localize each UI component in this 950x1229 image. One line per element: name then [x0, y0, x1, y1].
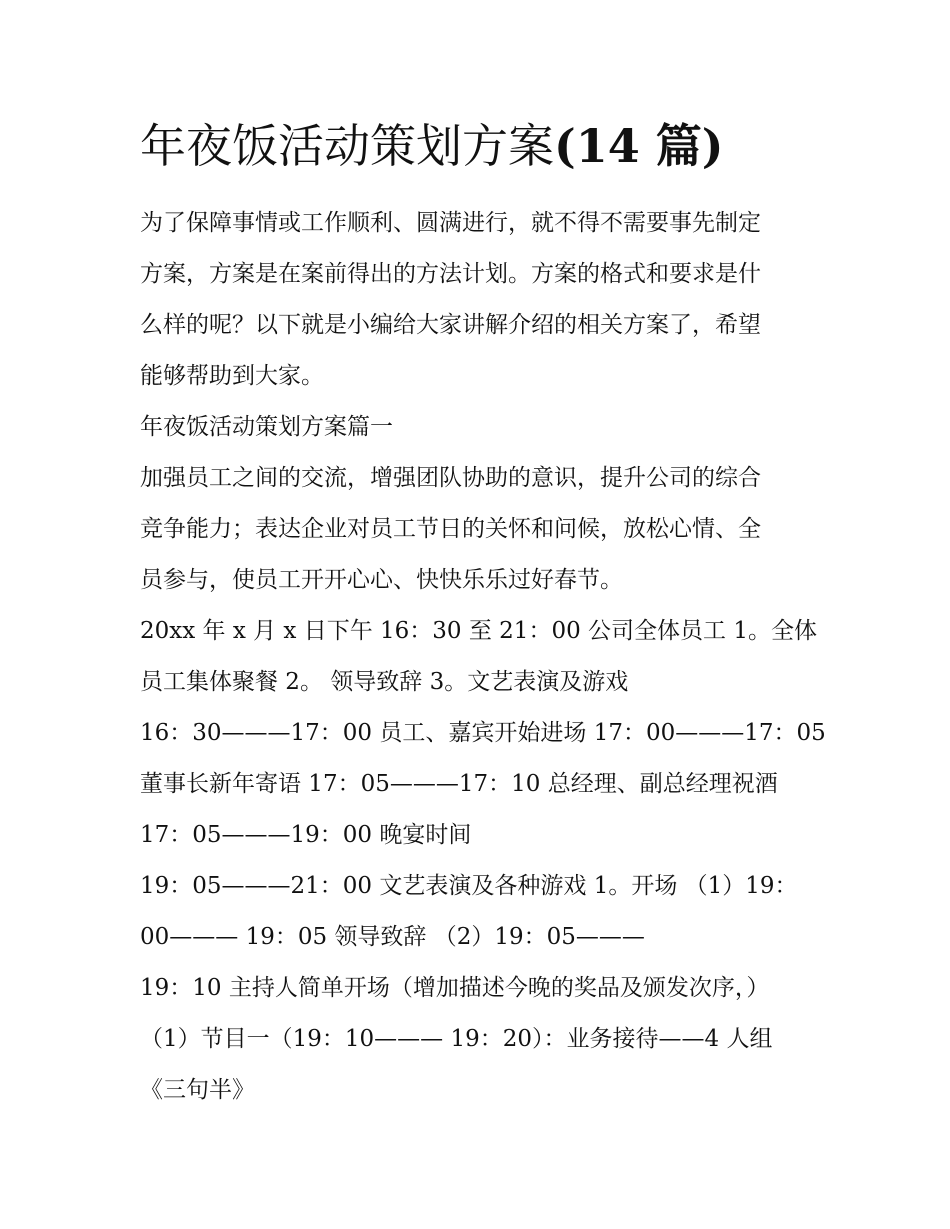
paragraph-line: 方案，方案是在案前得出的方法计划。方案的格式和要求是什 — [140, 261, 761, 287]
schedule-line: （1）节目一（19：10——— 19：20）：业务接待——4 人组 — [140, 1026, 773, 1052]
paragraph-line: 员工集体聚餐 2。 领导致辞 3。文艺表演及游戏 — [140, 669, 629, 695]
schedule-line: 16：30———17：00 员工、嘉宾开始进场 17：00———17：05 — [140, 720, 826, 746]
paragraph-line: 为了保障事情或工作顺利、圆满进行，就不得不需要事先制定 — [140, 210, 761, 236]
schedule-line: 董事长新年寄语 17：05———17：10 总经理、副总经理祝酒 — [140, 771, 778, 797]
section-heading: 年夜饭活动策划方案篇一 — [140, 414, 393, 440]
paragraph-line: 加强员工之间的交流，增强团队协助的意识，提升公司的综合 — [140, 465, 761, 491]
title-suffix: (14 篇) — [554, 119, 724, 173]
page-title — [140, 114, 840, 178]
schedule-line: 《三句半》 — [140, 1077, 255, 1103]
paragraph-line: 么样的呢？以下就是小编给大家讲解介绍的相关方案了，希望 — [140, 312, 761, 338]
paragraph-line: 员参与，使员工开开心心、快快乐乐过好春节。 — [140, 567, 623, 593]
schedule-line: 17：05———19：00 晚宴时间 — [140, 822, 472, 848]
schedule-line: 00——— 19：05 领导致辞 （2）19：05——— — [140, 924, 645, 950]
schedule-line: 19：10 主持人简单开场（增加描述今晚的奖品及颁发次序，） — [140, 975, 770, 1001]
document-body — [140, 198, 826, 1116]
title-main: 年夜饭活动策划方案 — [140, 119, 554, 173]
paragraph-line: 能够帮助到大家。 — [140, 363, 324, 389]
schedule-line: 19：05———21：00 文艺表演及各种游戏 1。开场 （1）19： — [140, 873, 798, 899]
paragraph-line: 20xx 年 x 月 x 日下午 16：30 至 21：00 公司全体员工 1。全体 — [140, 618, 817, 644]
paragraph-line: 竞争能力；表达企业对员工节日的关怀和问候，放松心情、全 — [140, 516, 761, 542]
